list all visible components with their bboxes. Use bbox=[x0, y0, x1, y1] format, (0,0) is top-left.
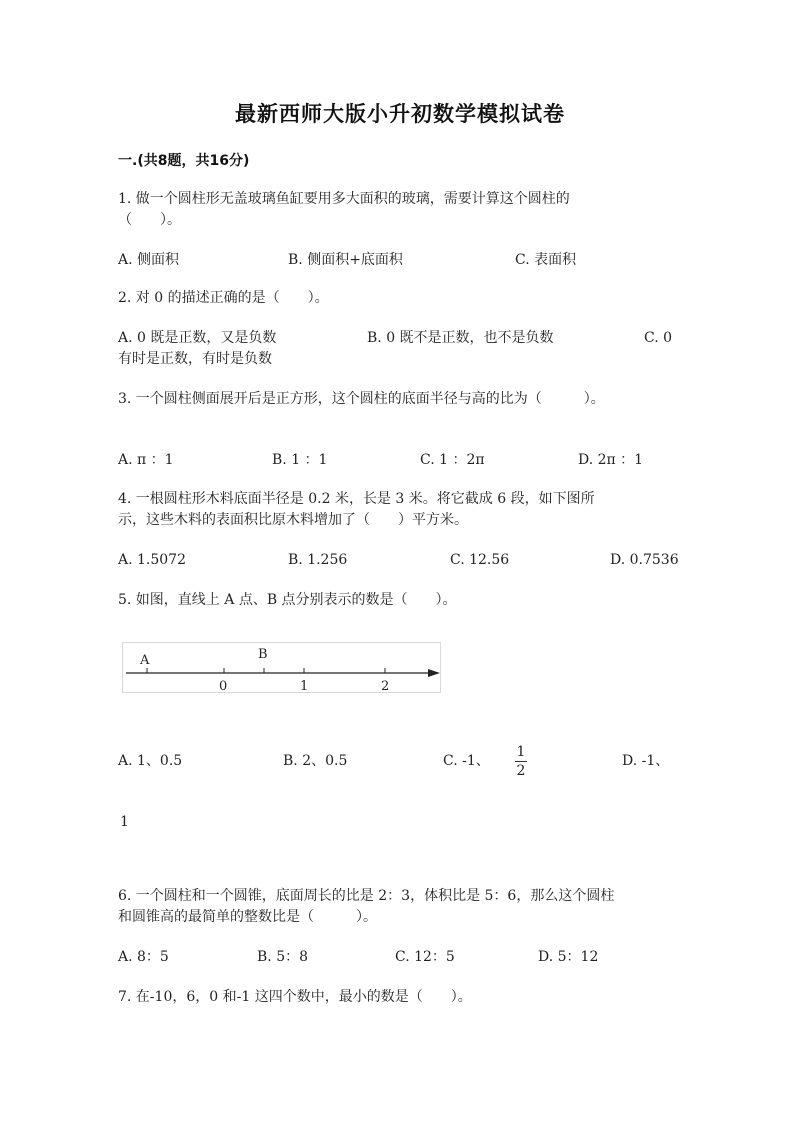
question-6-line-2: 和圆锥高的最简单的整数比是（ ）。 bbox=[118, 909, 377, 925]
question-7-text: 7. 在-10，6，0 和-1 这四个数中，最小的数是（ ）。 bbox=[118, 989, 472, 1005]
question-2-text: 2. 对 0 的描述正确的是（ ）。 bbox=[118, 290, 329, 306]
question-3-option-b: B. 1 ：1 bbox=[272, 452, 328, 468]
page-title: 最新西师大版小升初数学模拟试卷 bbox=[235, 102, 565, 126]
question-5-option-b: B. 2、0.5 bbox=[283, 753, 348, 769]
question-3-option-d: D. 2π ：1 bbox=[578, 452, 644, 468]
question-4-option-c: C. 12.56 bbox=[450, 552, 510, 568]
tick-1-label: 1 bbox=[300, 679, 309, 694]
question-5-text: 5. 如图，直线上 A 点、B 点分别表示的数是（ ）。 bbox=[118, 592, 457, 608]
question-4-line-1: 4. 一根圆柱形木料底面半径是 0.2 米，长是 3 米。将它截成 6 段，如下图所 bbox=[118, 491, 595, 507]
question-3-option-c: C. 1 ：2π bbox=[420, 452, 485, 468]
question-2-option-c-continued: 有时是正数，有时是负数 bbox=[118, 351, 272, 367]
number-line-figure bbox=[122, 642, 442, 694]
question-1-line-2: （ ）。 bbox=[118, 212, 181, 228]
figure-border bbox=[123, 643, 441, 693]
question-1-option-a: A. 侧面积 bbox=[118, 252, 180, 268]
section-heading: 一.(共8题，共16分) bbox=[118, 153, 250, 169]
point-b-label: B bbox=[258, 647, 268, 662]
tick-2-label: 2 bbox=[381, 679, 390, 694]
question-1-option-b: B. 侧面积+底面积 bbox=[288, 252, 403, 268]
question-1-option-c: C. 表面积 bbox=[515, 252, 577, 268]
question-4-option-d: D. 0.7536 bbox=[610, 552, 679, 568]
question-4-line-2: 示，这些木料的表面积比原木料增加了（ ）平方米。 bbox=[118, 512, 468, 528]
fraction-denominator: 2 bbox=[516, 763, 526, 779]
fraction-numerator: 1 bbox=[516, 744, 526, 760]
question-4-option-b: B. 1.256 bbox=[288, 552, 348, 568]
question-6-option-c: C. 12：5 bbox=[395, 949, 455, 965]
number-line-svg bbox=[122, 642, 442, 694]
question-3-option-a: A. π ：1 bbox=[118, 452, 174, 468]
question-5-option-a: A. 1、0.5 bbox=[118, 753, 183, 769]
question-1-line-1: 1. 做一个圆柱形无盖玻璃鱼缸要用多大面积的玻璃，需要计算这个圆柱的 bbox=[118, 191, 570, 207]
question-6-option-d: D. 5：12 bbox=[538, 949, 599, 965]
question-5-option-d-continued: 1 bbox=[120, 814, 129, 830]
fraction-one-half bbox=[514, 743, 528, 780]
question-3-text: 3. 一个圆柱侧面展开后是正方形，这个圆柱的底面半径与高的比为（ ）。 bbox=[118, 391, 605, 407]
question-5-option-d: D. -1、 bbox=[622, 753, 670, 769]
question-2-option-a: A. 0 既是正数，又是负数 bbox=[118, 330, 277, 346]
question-5-option-c: C. -1、 bbox=[443, 753, 490, 769]
question-6-option-b: B. 5：8 bbox=[257, 949, 309, 965]
question-6-option-a: A. 8：5 bbox=[118, 949, 169, 965]
arrow-head-icon bbox=[428, 669, 440, 677]
point-a-label: A bbox=[140, 653, 150, 668]
question-2-option-c: C. 0 bbox=[644, 330, 673, 346]
tick-0-label: 0 bbox=[219, 679, 228, 694]
question-6-line-1: 6. 一个圆柱和一个圆锥，底面周长的比是 2：3，体积比是 5：6，那么这个圆柱 bbox=[118, 888, 615, 904]
question-4-option-a: A. 1.5072 bbox=[118, 552, 186, 568]
question-2-option-b: B. 0 既不是正数，也不是负数 bbox=[367, 330, 554, 346]
